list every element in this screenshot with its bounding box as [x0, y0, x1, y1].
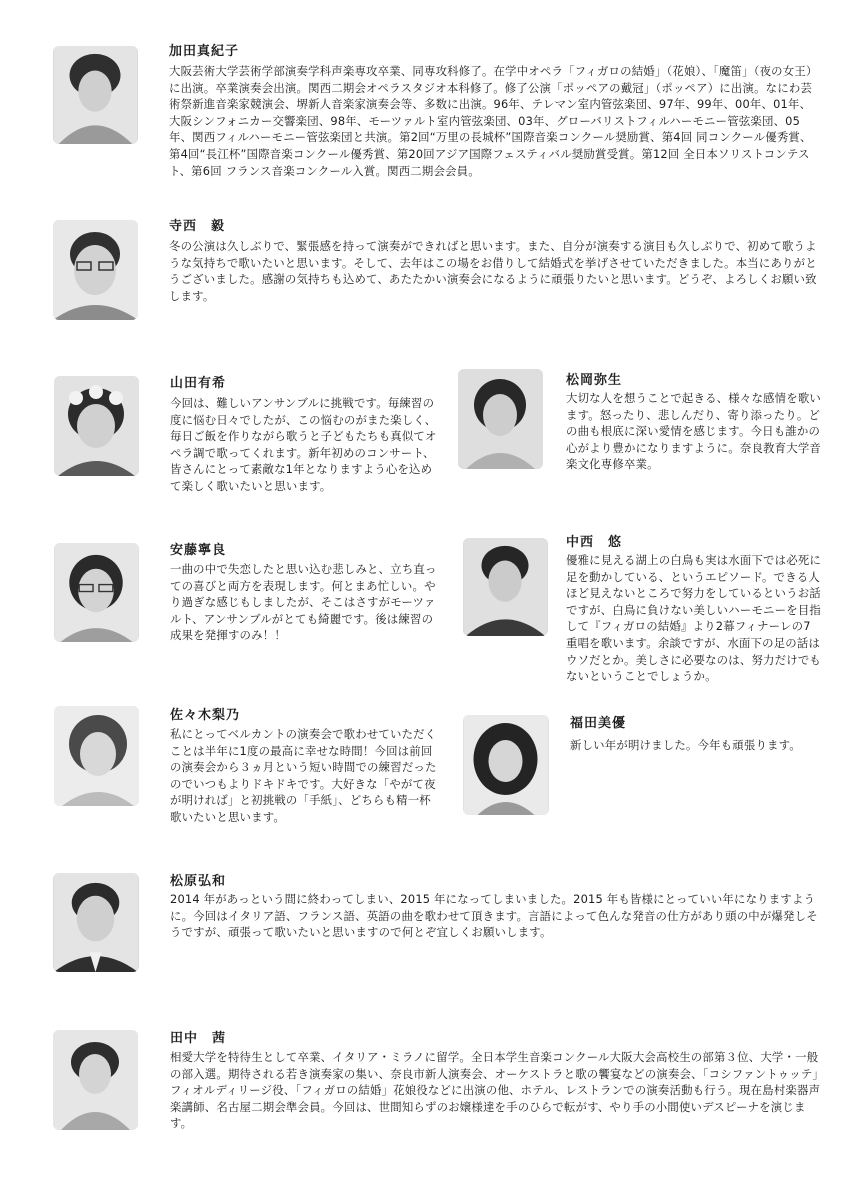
profile-name: 寺西 毅 — [169, 219, 226, 234]
profile-bio: 大阪芸術大学芸術学部演奏学科声楽専攻卒業、同専攻科修了。在学中オペラ「フィガロの結婚」（花娘）、「魔笛」（夜の女王）に出演。卒業演奏会出演。関西二期会オペラスタジオ本科修了。修了公演「ポッペアの戴冠」（ポッペア）に出演。なにわ芸術祭新進音楽家競演会、堺新人音楽家演奏会等、多数に出演。96年、テレマン室内管弦楽団、97年、99年、00年、01年、大阪シンフォニカー交響楽団、98年、モーツァルト室内管弦楽団、03年、グローバリストフィルハーモニー管弦楽団、05年、関西フィルハーモニー管弦楽団と共演。第2回“万里の長城杯”国際音楽コンクール奨励賞、第4回 同コンクール優秀賞、第4回“長江杯”国際音楽コンクール優秀賞、第20回アジア国際フェスティバル奨励賞受賞。第12回 全日本ソリストコンテスト、第6回 フランス音楽コンクール入賞。関西二期会会員。 — [169, 64, 818, 178]
profile-name: 松原弘和 — [170, 874, 227, 889]
portrait-image — [463, 715, 549, 815]
profile-bio: 一曲の中で失恋したと思い込む悲しみと、立ち直っての喜びと両方を表現します。何とまあ忙しい。やり過ぎな感じもしましたが、そこはさすがモーツァルト、アンサンブルがとても綺麗です。後は練習の成果を発揮すのみ！！ — [170, 562, 437, 643]
portrait-image — [53, 1030, 138, 1130]
profile-name: 福田美優 — [570, 716, 627, 731]
portrait-photo — [458, 369, 543, 469]
profile-name: 中西 悠 — [566, 535, 623, 550]
portrait-photo — [54, 543, 139, 642]
portrait-image — [53, 873, 139, 972]
profile-name: 山田有希 — [170, 376, 227, 391]
portrait-photo — [463, 538, 548, 636]
profile-bio: 新しい年が明けました。今年も頑張ります。 — [570, 738, 801, 752]
profile-bio: 2014 年があっという間に終わってしまい、2015 年になってしまいました。2015 年も皆様にとっていい年になりますように。今回はイタリア語、フランス語、英語の曲を歌わせて頂きます。言語によって色んな発音の仕方があり頭の中が爆発しそうですが、頑張って歌いたいと思いますので何とぞ宜しくお願いします。 — [170, 892, 818, 940]
portrait-photo — [54, 706, 139, 806]
portrait-image — [54, 376, 139, 476]
portrait-photo — [54, 376, 139, 476]
portrait-image — [54, 706, 139, 806]
portrait-photo — [53, 1030, 138, 1130]
portrait-image — [458, 369, 543, 469]
profile-name: 安藤寧良 — [170, 543, 227, 558]
profile-name: 松岡弥生 — [566, 373, 623, 388]
portrait-photo — [463, 715, 549, 815]
profile-bio: 優雅に見える湖上の白鳥も実は水面下では必死に足を動かしている、というエピソード。できる人ほど見えないところで努力をしているというお話ですが、白鳥に負けない美しいハーモニーを目指して『フィガロの結婚』より2幕フィナーレの7重唱を歌います。余談ですが、水面下の足の話はウソだとか。美しさに必要なのは、努力だけでもないということでしょうか。 — [566, 553, 821, 684]
portrait-image — [53, 220, 138, 320]
profile-bio: 大切な人を想うことで起きる、様々な感情を歌います。怒ったり、悲しんだり、寄り添ったり。どの曲も根底に深い愛情を感じます。今日も誰かの心がより豊かになりますように。奈良教育大学音楽文化専修卒業。 — [566, 391, 821, 472]
portrait-photo — [53, 220, 138, 320]
portrait-image — [53, 46, 138, 144]
profile-bio: 相愛大学を特待生として卒業、イタリア・ミラノに留学。全日本学生音楽コンクール大阪大会高校生の部第３位、大学・一般の部入選。期待される若き演奏家の集い、奈良市新人演奏会、オーケストラと歌の饗宴などの演奏会、「コシファントゥッテ」フィオルディリージ役、「フィガロの結婚」花娘役などに出演の他、ホテル、レストランでの演奏活動も行う。現在島村楽器声楽講師、名古屋二期会準会員。今回は、世間知らずのお嬢様達を手のひらで転がす、やり手の小間使いデスピーナを演じます。 — [170, 1050, 821, 1131]
profile-bio: 冬の公演は久しぶりで、緊張感を持って演奏ができればと思います。また、自分が演奏する演目も久しぶりで、初めて歌うような気持ちで歌いたいと思います。そして、去年はこの場をお借りして結婚式を挙げさせていただきました。本当にありがとうございました。感謝の気持ちも込めて、あたたかい演奏会になるように頑張りたいと思います。どうぞ、よろしくお願い致します。 — [169, 239, 817, 303]
portrait-photo — [53, 873, 139, 972]
profile-bio: 今回は、難しいアンサンブルに挑戦です。毎練習の度に悩む日々でしたが、この悩むのがまた楽しく、毎日ご飯を作りながら歌うと子どもたちも真似てオペラ調で歌ってくれます。新年初めのコンサート、皆さんにとって素敵な1年となりますよう心を込めて楽しく歌いたいと思います。 — [170, 396, 437, 493]
profile-name: 田中 茜 — [170, 1031, 227, 1046]
portrait-image — [463, 538, 548, 636]
profile-bio: 私にとってベルカントの演奏会で歌わせていただくことは半年に1度の最高に幸せな時間！今回は前回の演奏会から３ヵ月という短い時間での練習だったのでいつもよりドキドキです。大好きな「やがて夜が明ければ」と初挑戦の「手紙」、どちらも精一杯歌いたいと思います。 — [170, 727, 437, 824]
profile-name: 加田真紀子 — [169, 44, 240, 59]
profile-name: 佐々木梨乃 — [170, 708, 241, 723]
portrait-image — [54, 543, 139, 642]
portrait-photo — [53, 46, 138, 144]
